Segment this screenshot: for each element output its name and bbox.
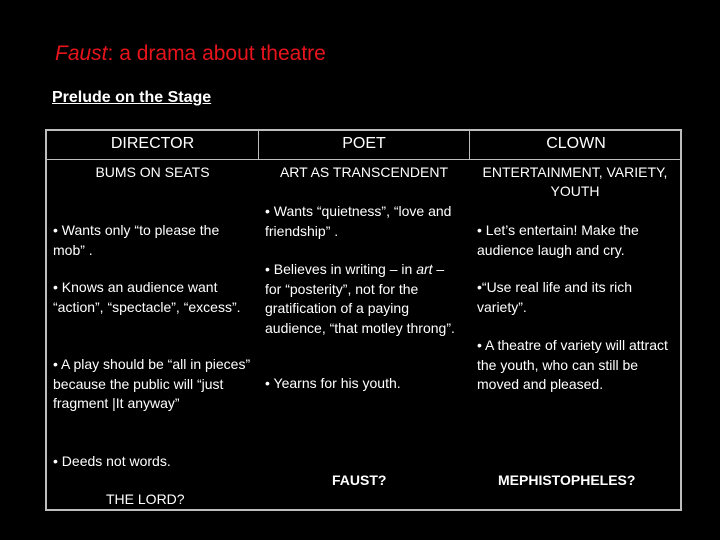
poet-bullet-italic: art xyxy=(416,261,433,277)
title-rest: : a drama about theatre xyxy=(107,42,326,65)
caption-poet: ART AS TRANSCENDENT xyxy=(279,164,449,180)
figure-poet: FAUST? xyxy=(332,472,387,488)
clown-bullet: •“Use real life and its rich variety”. xyxy=(477,279,633,315)
header-clown: CLOWN xyxy=(546,135,606,152)
poet-bullet-text: – for “posterity”, not for the gratification of a paying audience, “that motley throng”. xyxy=(265,261,455,336)
figure-director: THE LORD? xyxy=(106,491,185,507)
slide-title xyxy=(55,42,326,66)
header-divider xyxy=(47,159,680,160)
slide-subtitle: Prelude on the Stage xyxy=(52,89,212,106)
clown-bullet: • Let’s entertain! Make the audience laugh and cry. xyxy=(477,222,639,258)
header-poet: POET xyxy=(342,135,386,152)
clown-bullet: • A theatre of variety will attract the youth, who can still be moved and pleased. xyxy=(477,337,668,392)
caption-clown: ENTERTAINMENT, VARIETY, YOUTH xyxy=(482,164,668,199)
poet-bullet xyxy=(265,260,461,338)
figure-clown: MEPHISTOPHELES? xyxy=(498,472,636,488)
poet-bullet: • Wants “quietness”, “love and friendship” . xyxy=(265,203,452,239)
director-bullet: • Knows an audience want “action”, “spectacle”, “excess”. xyxy=(53,279,241,315)
title-italic: Faust xyxy=(55,42,108,65)
director-bullet: • Deeds not words. xyxy=(53,453,171,469)
caption-director: BUMS ON SEATS xyxy=(95,164,210,180)
poet-bullet: • Yearns for his youth. xyxy=(265,375,401,391)
poet-bullet-text: • Believes in writing – in xyxy=(265,261,417,277)
director-bullet: • A play should be “all in pieces” because the public will “just fragment |It anyway” xyxy=(53,356,251,411)
director-bullet: • Wants only “to please the mob” . xyxy=(53,222,220,258)
header-director: DIRECTOR xyxy=(110,135,195,152)
